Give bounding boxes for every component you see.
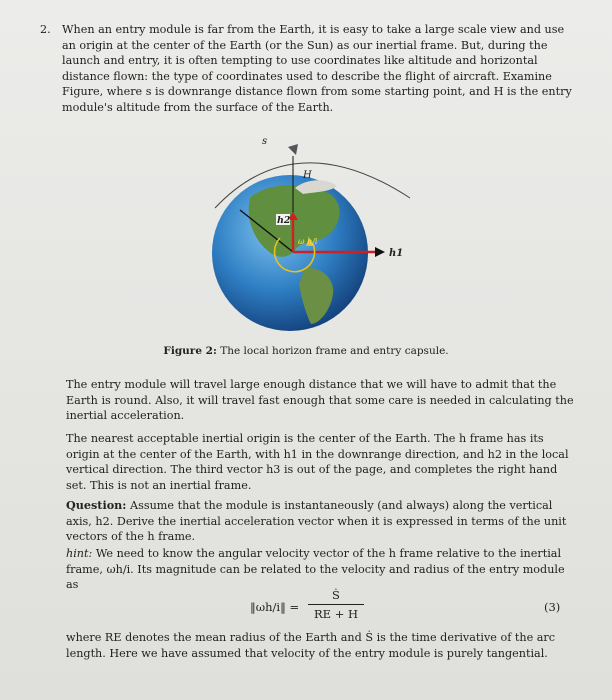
equation-numerator: Ṡ — [308, 588, 364, 605]
question-paragraph — [66, 498, 574, 545]
h1-arrowhead — [375, 247, 385, 257]
problem-intro — [40, 22, 580, 115]
equation-fraction — [308, 588, 364, 621]
question-text: Assume that the module is instantaneously (and always) along the vertical axis, h2. Derive the inertial acceleration vector when it is expressed in terms of the unit vectors of the h frame. — [66, 499, 567, 543]
question-label: Question: — [66, 498, 127, 512]
label-omega: ω h/i — [298, 237, 318, 246]
paragraph-definitions: where RE denotes the mean radius of the Earth and Ṡ is the time derivative of the arc length. Here we have assumed that velocity of the entry module is purely tangential. — [66, 631, 556, 660]
earth-figure — [155, 128, 445, 338]
label-h1: h1 — [389, 248, 404, 259]
hint-text: We need to know the angular velocity vector of the h frame relative to the inertial frame, ωh/i. Its magnitude can be related to the velocity and radius of the entry module as — [66, 547, 565, 591]
label-H: H — [303, 170, 312, 181]
figure-caption — [0, 345, 612, 357]
paragraph-round-earth: The entry module will travel large enough distance that we will have to admit that the Earth is round. Also, it will travel fast enough that some care is needed in calculating the inertial acceleration. — [66, 378, 574, 422]
equation-denominator: RE + H — [313, 607, 359, 621]
earth-figure-svg — [155, 128, 445, 338]
problem-number: 2. — [40, 23, 51, 36]
figure-caption-text: The local horizon frame and entry capsule. — [220, 345, 449, 357]
equation-lhs: ‖ωh/i‖ = — [250, 600, 300, 614]
equation-number: (3) — [544, 600, 561, 614]
hint-paragraph — [66, 546, 574, 593]
label-h2: h2 — [277, 215, 291, 226]
label-s: s — [262, 136, 268, 147]
capsule-icon — [288, 144, 298, 155]
paragraph-h-frame: The nearest acceptable inertial origin is the center of the Earth. The h frame has its origin at the center of the Earth, with h1 in the downrange direction, and h2 in the local vertical direction. The third vector h3 is out of the page, and completes the right hand set. This is not an inertial frame. — [66, 432, 569, 492]
figure-caption-label: Figure 2: — [163, 345, 217, 357]
problem-intro-text: When an entry module is far from the Earth, it is easy to take a large scale view and use an origin at the center of the Earth (or the Sun) as our inertial frame. But, during the launch and entry, it is often tempting to use coordinates like altitude and horizontal distance flown: the type of coordinates used to describe the flight of aircraft. Examine Figure, where s is downrange distance flown from some starting point, and H is the entry module's altitude from the surface of the Earth. — [62, 23, 572, 114]
equation-3 — [250, 588, 590, 628]
hint-label: hint: — [66, 547, 93, 560]
